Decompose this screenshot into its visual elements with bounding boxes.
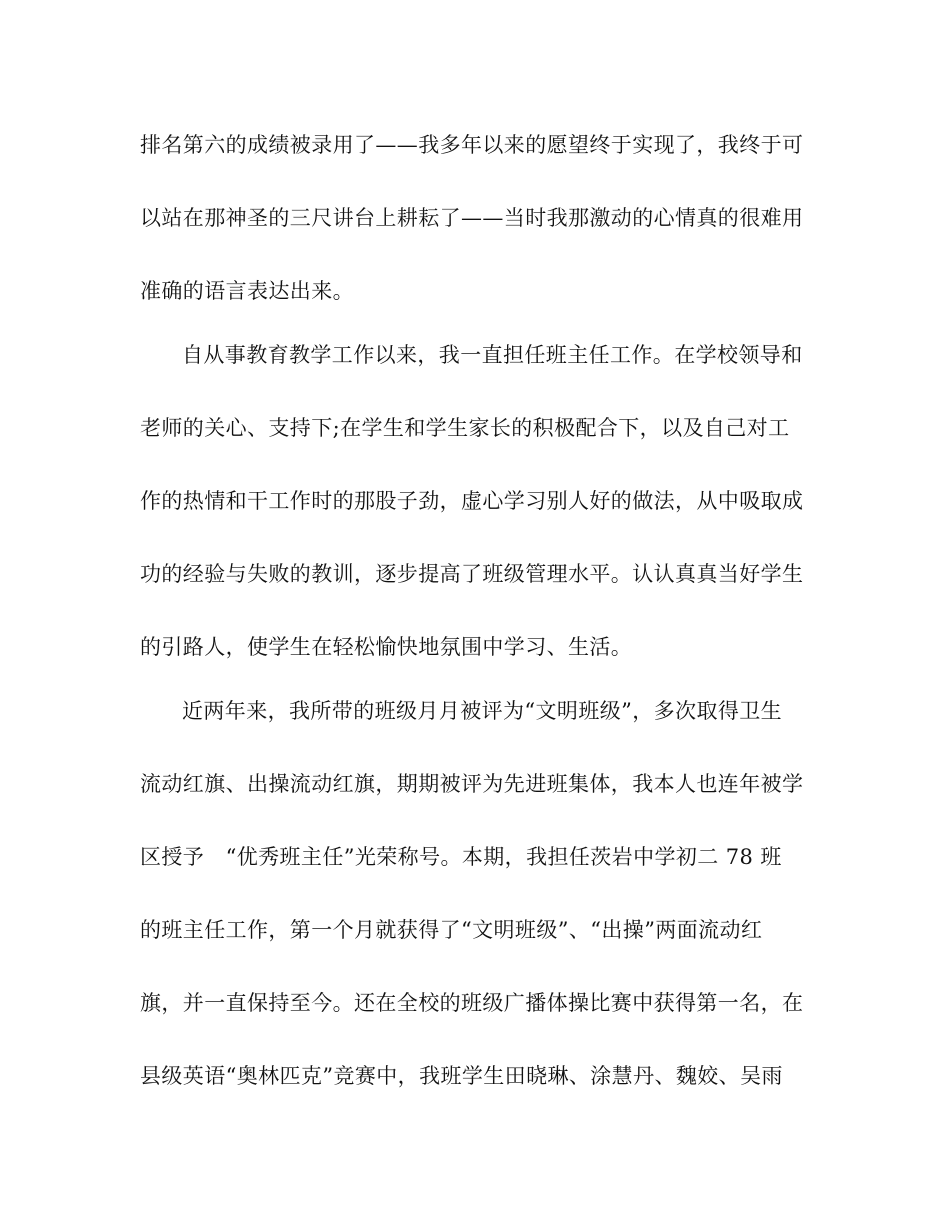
- text-line: 功的经验与失败的教训，逐步提高了班级管理水平。认认真真当好学生: [140, 562, 804, 586]
- text-line: 流动红旗、出操流动红旗，期期被评为先进班集体，我本人也连年被学: [140, 772, 804, 796]
- text-line: 旗，并一直保持至今。还在全校的班级广播体操比赛中获得第一名，在: [140, 991, 804, 1015]
- text-line: 准确的语言表达出来。: [140, 279, 354, 303]
- paragraph-first-line: 近两年来，我所带的班级月月被评为“文明班级”，多次取得卫生: [182, 699, 783, 723]
- text-line: 的引路人，使学生在轻松愉快地氛围中学习、生活。: [140, 635, 633, 659]
- text-line: 以站在那神圣的三尺讲台上耕耘了——当时我那激动的心情真的很难用: [140, 206, 804, 230]
- text-line: 县级英语“奥林匹克”竞赛中，我班学生田晓琳、涂慧丹、魏姣、吴雨: [140, 1064, 783, 1088]
- text-line: 排名第六的成绩被录用了——我多年以来的愿望终于实现了，我终于可: [140, 133, 804, 157]
- text-line: 作的热情和干工作时的那股子劲，虚心学习别人好的做法，从中吸取成: [140, 489, 804, 513]
- paragraph-first-line: 自从事教育教学工作以来，我一直担任班主任工作。在学校领导和: [182, 343, 803, 367]
- text-line: 老师的关心、支持下;在学生和学生家长的积极配合下，以及自己对工: [140, 416, 790, 440]
- text-line: 的班主任工作，第一个月就获得了“文明班级”、“出操”两面流动红: [140, 918, 763, 942]
- text-line: 区授予 “优秀班主任”光荣称号。本期，我担任茨岩中学初二 78 班: [140, 845, 782, 869]
